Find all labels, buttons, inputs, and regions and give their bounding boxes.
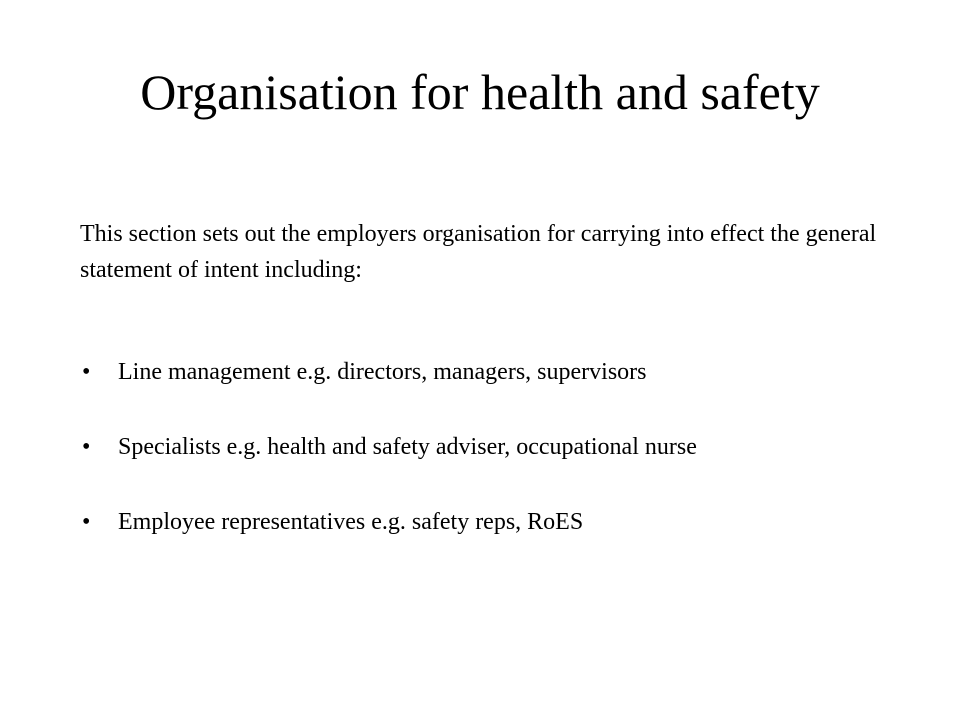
bullet-text: Specialists e.g. health and safety adviser, occupational nurse bbox=[118, 434, 697, 461]
bullet-icon: • bbox=[82, 359, 91, 385]
bullet-icon: • bbox=[82, 509, 91, 536]
bullet-icon: • bbox=[82, 434, 91, 461]
bullet-item-line-management bbox=[80, 356, 900, 389]
bullet-item-specialists bbox=[80, 431, 900, 464]
bullet-text: Line management e.g. directors, managers, supervisors bbox=[118, 359, 647, 385]
bullet-list bbox=[80, 356, 900, 581]
bullet-text: Employee representatives e.g. safety reps, RoES bbox=[118, 509, 584, 536]
bullet-item-employee-representatives bbox=[80, 506, 900, 539]
intro-paragraph: This section sets out the employers organisation for carrying into effect the general statement of intent including: bbox=[80, 221, 877, 284]
slide-title: Organisation for health and safety bbox=[140, 64, 820, 120]
